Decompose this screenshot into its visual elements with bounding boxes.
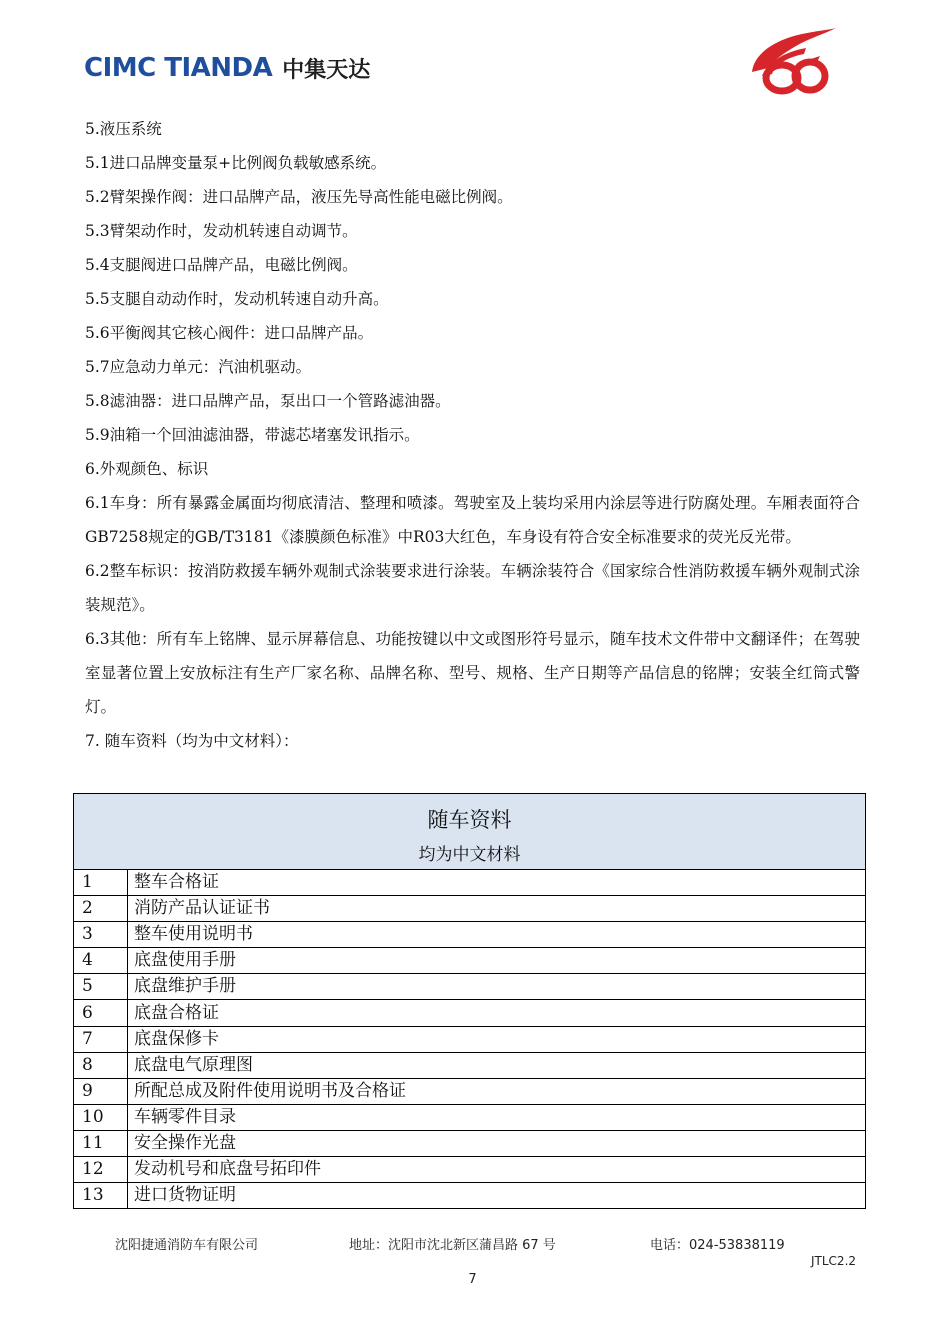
paragraph: 5.5支腿自动动作时，发动机转速自动升高。 bbox=[85, 290, 389, 308]
table-row bbox=[74, 1078, 866, 1104]
table-subtitle: 均为中文材料 bbox=[418, 845, 521, 865]
row-item: 所配总成及附件使用说明书及合格证 bbox=[128, 1078, 866, 1104]
row-number: 4 bbox=[74, 948, 128, 974]
table-header-row bbox=[74, 794, 866, 870]
footer-company: 沈阳捷通消防车有限公司 bbox=[115, 1238, 259, 1253]
table-row bbox=[74, 1183, 866, 1209]
row-item: 底盘电气原理图 bbox=[128, 1052, 866, 1078]
table-row bbox=[74, 974, 866, 1000]
section-heading-hydraulic: 5.液压系统 bbox=[85, 120, 162, 138]
paragraph: 6.3其他：所有车上铭牌、显示屏幕信息、功能按键以中文或图形符号显示，随车技术文件带中文翻译件；在驾驶室显著位置上安放标注有生产厂家名称、品牌名称、型号、规格、生产日期等产品信息的铭牌；安装全红筒式警灯。 bbox=[85, 630, 860, 716]
paragraph: 5.6平衡阀其它核心阀件：进口品牌产品。 bbox=[85, 324, 374, 342]
row-item: 底盘维护手册 bbox=[128, 974, 866, 1000]
page-number: 7 bbox=[468, 1272, 477, 1287]
footer-phone: 电话：024-53838119 bbox=[650, 1238, 785, 1253]
row-item: 安全操作光盘 bbox=[128, 1130, 866, 1156]
row-item: 底盘保修卡 bbox=[128, 1026, 866, 1052]
row-item: 整车合格证 bbox=[128, 870, 866, 896]
paragraph: 5.9油箱一个回油滤油器，带滤芯堵塞发讯指示。 bbox=[85, 426, 420, 444]
paragraph: 5.1进口品牌变量泵+比例阀负载敏感系统。 bbox=[85, 154, 387, 172]
paragraph: 5.4支腿阀进口品牌产品，电磁比例阀。 bbox=[85, 256, 358, 274]
table-row bbox=[74, 870, 866, 896]
section-heading-appearance: 6.外观颜色、标识 bbox=[85, 460, 209, 478]
table-title: 随车资料 bbox=[427, 808, 512, 832]
paragraph: 5.2臂架操作阀：进口品牌产品，液压先导高性能电磁比例阀。 bbox=[85, 188, 513, 206]
paragraph: 6.2整车标识：按消防救援车辆外观制式涂装要求进行涂装。车辆涂装符合《国家综合性消防救援车辆外观制式涂装规范》。 bbox=[85, 562, 860, 614]
documents-table-container bbox=[73, 793, 866, 1209]
row-item: 发动机号和底盘号拓印件 bbox=[128, 1157, 866, 1183]
page-header bbox=[0, 0, 945, 110]
table-row bbox=[74, 1052, 866, 1078]
row-number: 11 bbox=[74, 1130, 128, 1156]
table-row bbox=[74, 1026, 866, 1052]
row-number: 10 bbox=[74, 1104, 128, 1130]
brand-name-cn: 中集天达 bbox=[282, 57, 371, 83]
row-item: 车辆零件目录 bbox=[128, 1104, 866, 1130]
row-number: 5 bbox=[74, 974, 128, 1000]
brand-name-en: CIMC TIANDA bbox=[84, 53, 273, 83]
row-number: 1 bbox=[74, 870, 128, 896]
row-number: 6 bbox=[74, 1000, 128, 1026]
documents-table bbox=[73, 793, 866, 1209]
row-number: 9 bbox=[74, 1078, 128, 1104]
table-row bbox=[74, 896, 866, 922]
brand-wordmark bbox=[84, 50, 370, 86]
row-number: 3 bbox=[74, 922, 128, 948]
table-row bbox=[74, 948, 866, 974]
footer-address: 地址：沈阳市沈北新区蒲昌路 67 号 bbox=[349, 1238, 556, 1253]
document-body bbox=[85, 112, 860, 758]
table-row bbox=[74, 1104, 866, 1130]
row-number: 13 bbox=[74, 1183, 128, 1209]
paragraph: 5.7应急动力单元：汽油机驱动。 bbox=[85, 358, 312, 376]
row-item: 底盘合格证 bbox=[128, 1000, 866, 1026]
company-logo-icon bbox=[744, 24, 844, 96]
row-number: 2 bbox=[74, 896, 128, 922]
row-item: 进口货物证明 bbox=[128, 1183, 866, 1209]
section-heading-documents: 7. 随车资料（均为中文材料）： bbox=[85, 732, 299, 750]
footer-doc-code: JTLC2.2 bbox=[811, 1254, 857, 1268]
table-row bbox=[74, 1130, 866, 1156]
table-row bbox=[74, 1157, 866, 1183]
table-row bbox=[74, 1000, 866, 1026]
row-item: 消防产品认证证书 bbox=[128, 896, 866, 922]
row-number: 12 bbox=[74, 1157, 128, 1183]
paragraph: 6.1车身：所有暴露金属面均彻底清洁、整理和喷漆。驾驶室及上装均采用内涂层等进行防腐处理。车厢表面符合GB7258规定的GB/T3181《漆膜颜色标准》中R03大红色，车身设有符合安全标准要求的荧光反光带。 bbox=[85, 494, 860, 546]
row-item: 底盘使用手册 bbox=[128, 948, 866, 974]
paragraph: 5.8滤油器：进口品牌产品，泵出口一个管路滤油器。 bbox=[85, 392, 451, 410]
table-row bbox=[74, 922, 866, 948]
paragraph: 5.3臂架动作时，发动机转速自动调节。 bbox=[85, 222, 358, 240]
table-header-cell bbox=[74, 794, 866, 870]
row-item: 整车使用说明书 bbox=[128, 922, 866, 948]
row-number: 8 bbox=[74, 1052, 128, 1078]
row-number: 7 bbox=[74, 1026, 128, 1052]
